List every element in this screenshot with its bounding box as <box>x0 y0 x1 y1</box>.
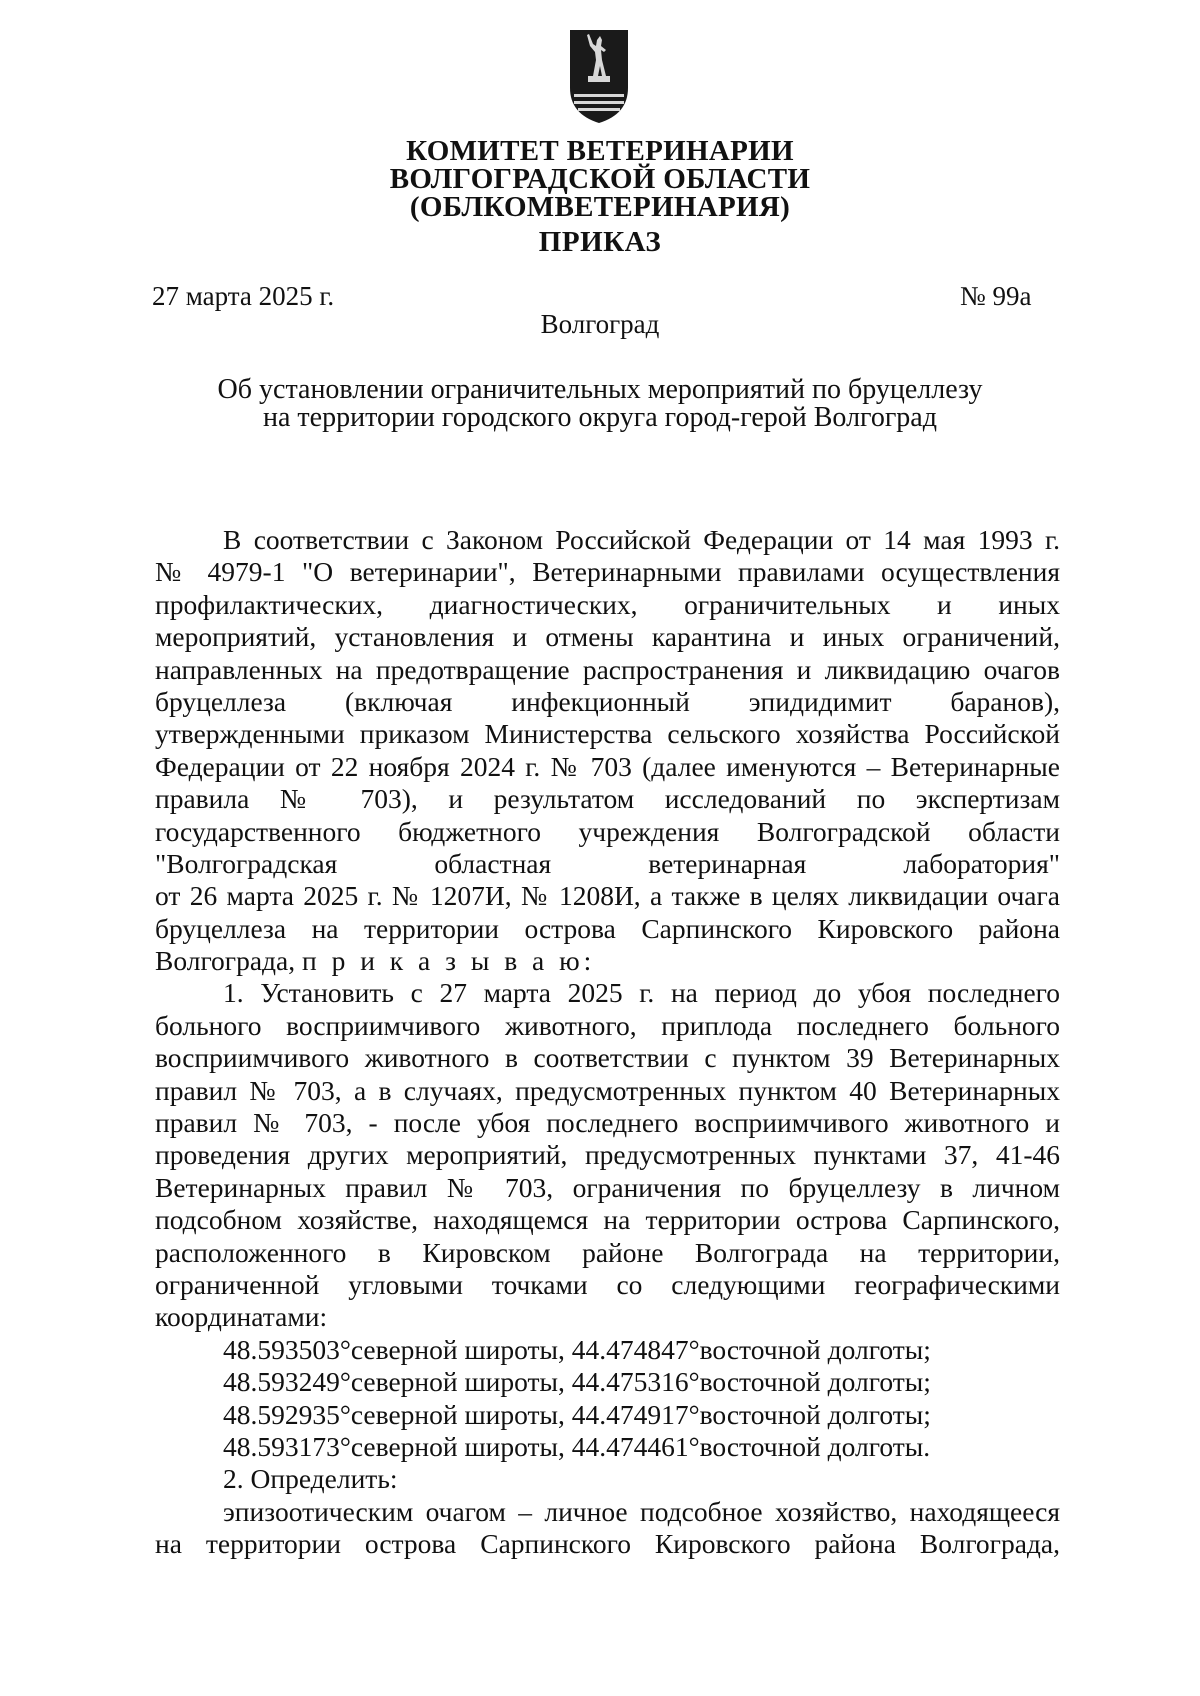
body-line: № 4979-1 "О ветеринарии", Ветеринарными правилами осуществления <box>155 556 1060 588</box>
body-line: В соответствии с Законом Российской Федерации от 14 мая 1993 г. <box>223 524 1060 555</box>
body-line: от 26 марта 2025 г. № 1207И, № 1208И, а также в целях ликвидации очага <box>155 880 1060 912</box>
body-line: 2. Определить: <box>223 1463 398 1495</box>
body-line <box>155 945 1060 977</box>
body-line: на территории острова Сарпинского Кировского района Волгограда, <box>155 1528 1060 1560</box>
document-number: № 99а <box>960 281 1032 311</box>
body-line: правил № 703, - после убоя последнего восприимчивого животного и <box>155 1107 1060 1139</box>
document-date: 27 марта 2025 г. <box>152 281 335 311</box>
body-line: правил № 703, а в случаях, предусмотренных пунктом 40 Ветеринарных <box>155 1074 1060 1106</box>
body-line: больного восприимчивого животного, приплода последнего больного <box>155 1009 1060 1041</box>
body-line: государственного бюджетного учреждения Волгоградской области <box>155 815 1060 847</box>
body-line: координатами: <box>155 1301 328 1333</box>
body-line: мероприятий, установления и отмены карантина и иных ограничений, <box>155 621 1060 653</box>
coordinate-line: 48.593249°северной широты, 44.475316°восточной долготы; <box>223 1366 931 1398</box>
organization-name <box>0 137 1200 221</box>
body-line: ограниченной угловыми точками со следующими географическими <box>155 1268 1060 1300</box>
body-line: бруцеллеза на территории острова Сарпинского Кировского района <box>155 912 1060 944</box>
body-line-text: Волгограда, <box>155 945 296 977</box>
body-line: подсобном хозяйстве, находящемся на территории острова Сарпинского, <box>155 1204 1060 1236</box>
document-subject <box>0 376 1200 432</box>
body-line: утвержденными приказом Министерства сельского хозяйства Российской <box>155 718 1060 750</box>
document-body <box>155 524 1060 1561</box>
body-line: эпизоотическим очагом – личное подсобное хозяйство, находящееся <box>223 1495 1060 1527</box>
body-line: расположенного в Кировском районе Волгограда на территории, <box>155 1236 1060 1268</box>
body-line: правила № 703), и результатом исследований по экспертизам <box>155 783 1060 815</box>
body-line: бруцеллеза (включая инфекционный эпидидимит баранов), <box>155 685 1060 717</box>
coordinate-line: 48.592935°северной широты, 44.474917°восточной долготы; <box>223 1398 931 1430</box>
body-line: Ветеринарных правил № 703, ограничения по бруцеллезу в личном <box>155 1171 1060 1203</box>
organization-line: КОМИТЕТ ВЕТЕРИНАРИИ <box>406 135 794 167</box>
coordinate-line: 48.593173°северной широты, 44.474461°восточной долготы. <box>223 1430 931 1462</box>
coordinate-line: 48.593503°северной широты, 44.474847°восточной долготы; <box>223 1333 931 1365</box>
body-line: проведения других мероприятий, предусмотренных пунктами 37, 41-46 <box>155 1139 1060 1171</box>
document-type-title: ПРИКАЗ <box>538 226 662 258</box>
subject-line: Об установлении ограничительных мероприятий по бруцеллезу <box>217 374 983 405</box>
organization-line: ВОЛГОГРАДСКОЙ ОБЛАСТИ <box>389 163 811 195</box>
body-line: "Волгоградская областная ветеринарная лаборатория" <box>155 847 1060 879</box>
subject-line: на территории городского округа город-герой Волгоград <box>263 402 937 433</box>
organization-line: (ОБЛКОМВЕТЕРИНАРИЯ) <box>409 191 791 223</box>
body-line: 1. Установить с 27 марта 2025 г. на период до убоя последнего <box>223 977 1060 1009</box>
body-line: направленных на предотвращение распространения и ликвидацию очагов <box>155 653 1060 685</box>
body-line: профилактических, диагностических, ограничительных и иных <box>155 588 1060 620</box>
body-line: Федерации от 22 ноября 2024 г. № 703 (далее именуются – Ветеринарные <box>155 750 1060 782</box>
volgograd-coat-of-arms-icon <box>566 26 632 126</box>
document-city: Волгоград <box>540 309 660 339</box>
order-word: п р и к а з ы в а ю: <box>301 945 596 977</box>
body-line: восприимчивого животного в соответствии с пунктом 39 Ветеринарных <box>155 1042 1060 1074</box>
